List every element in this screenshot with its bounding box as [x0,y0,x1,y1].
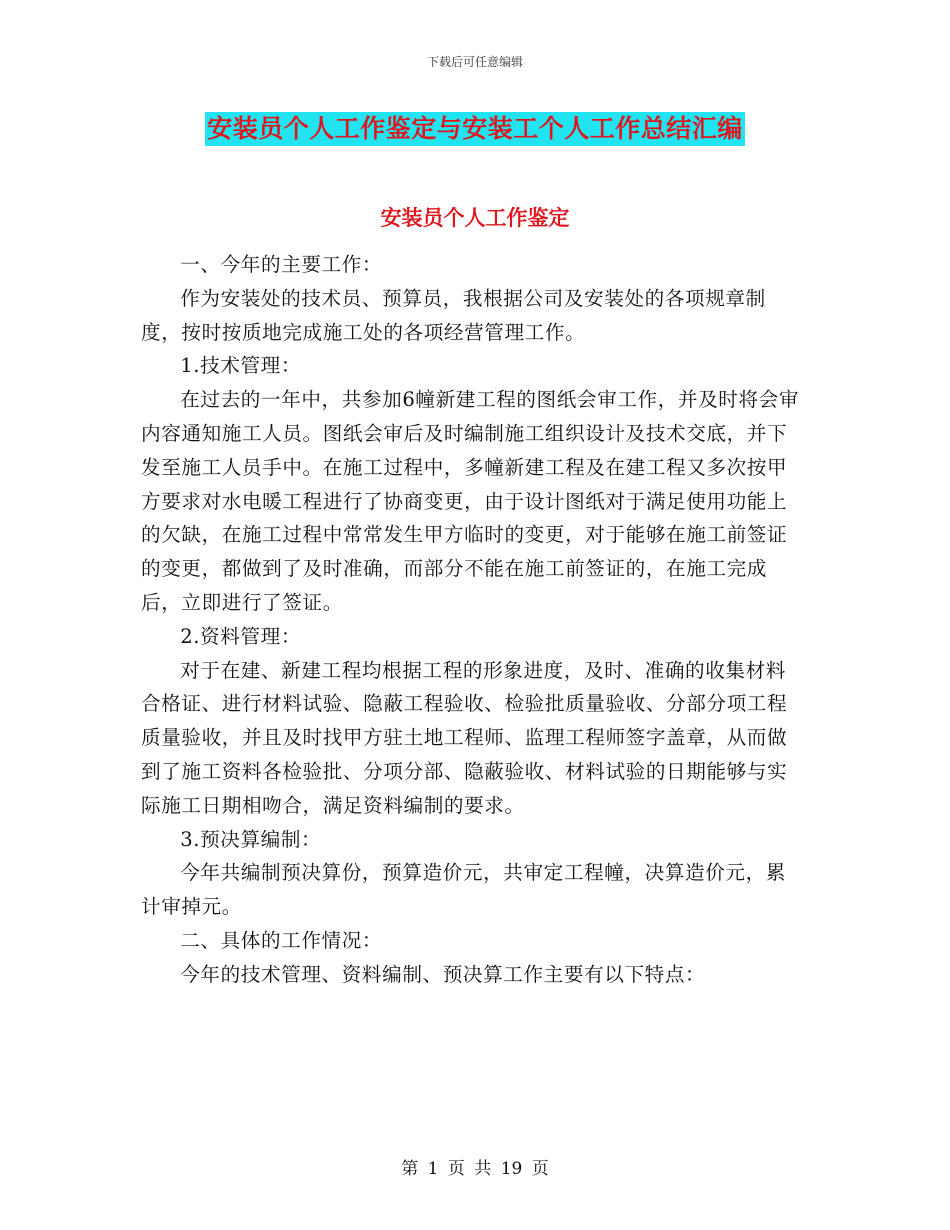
heading-budget-preparation: 3.预决算编制： [180,827,322,851]
paragraph-intro: 作为安装处的技术员、预算员，我根据公司及安装处的各项规章制度，按时按质地完成施工处的各项经营管理工作。 [141,286,766,344]
page-number-footer: 第 1 页 共 19 页 [401,1159,549,1179]
paragraph-budget-preparation: 今年共编制预决算份，预算造价元，共审定工程幢，决算造价元，累计审掉元。 [141,861,786,919]
page-header-note: 下载后可任意编辑 [426,55,523,69]
paragraph-data-management: 对于在建、新建工程均根据工程的形象进度，及时、准确的收集材料合格证、进行材料试验、隐蔽工程验收、检验批质量验收、分部分项工程质量验收，并且及时找甲方驻土地工程师、监理工程师签字盖章，从而做到了施工资料各检验批、分项分部、隐蔽验收、材料试验的日期能够与实际施工日期相吻合，满足资料编制的要求。 [141,658,788,817]
paragraph-work-details: 今年的技术管理、资料编制、预决算工作主要有以下特点： [180,962,706,986]
heading-work-details: 二、具体的工作情况： [180,928,383,952]
document-main-title: 安装员个人工作鉴定与安装工个人工作总结汇编 [205,112,745,146]
heading-main-work: 一、今年的主要工作： [180,253,383,276]
section-title: 安装员个人工作鉴定 [380,205,570,230]
main-title-container [0,112,950,146]
paragraph-technical-management: 在过去的一年中，共参加6幢新建工程的图纸会审工作，并及时将会审内容通知施工人员。图纸会审后及时编制施工组织设计及技术交底，并下发至施工人员手中。在施工过程中，多幢新建工程及在建工程又多次按甲方要求对水电暖工程进行了协商变更，由于设计图纸对于满足使用功能上的欠缺，在施工过程中常常发生甲方临时的变更，对于能够在施工前签证的变更，都做到了及时准确，而部分不能在施工前签证的，在施工完成后，立即进行了签证。 [141,388,800,614]
heading-data-management: 2.资料管理： [180,624,302,648]
heading-technical-management: 1.技术管理： [180,354,302,378]
document-body [141,248,801,992]
